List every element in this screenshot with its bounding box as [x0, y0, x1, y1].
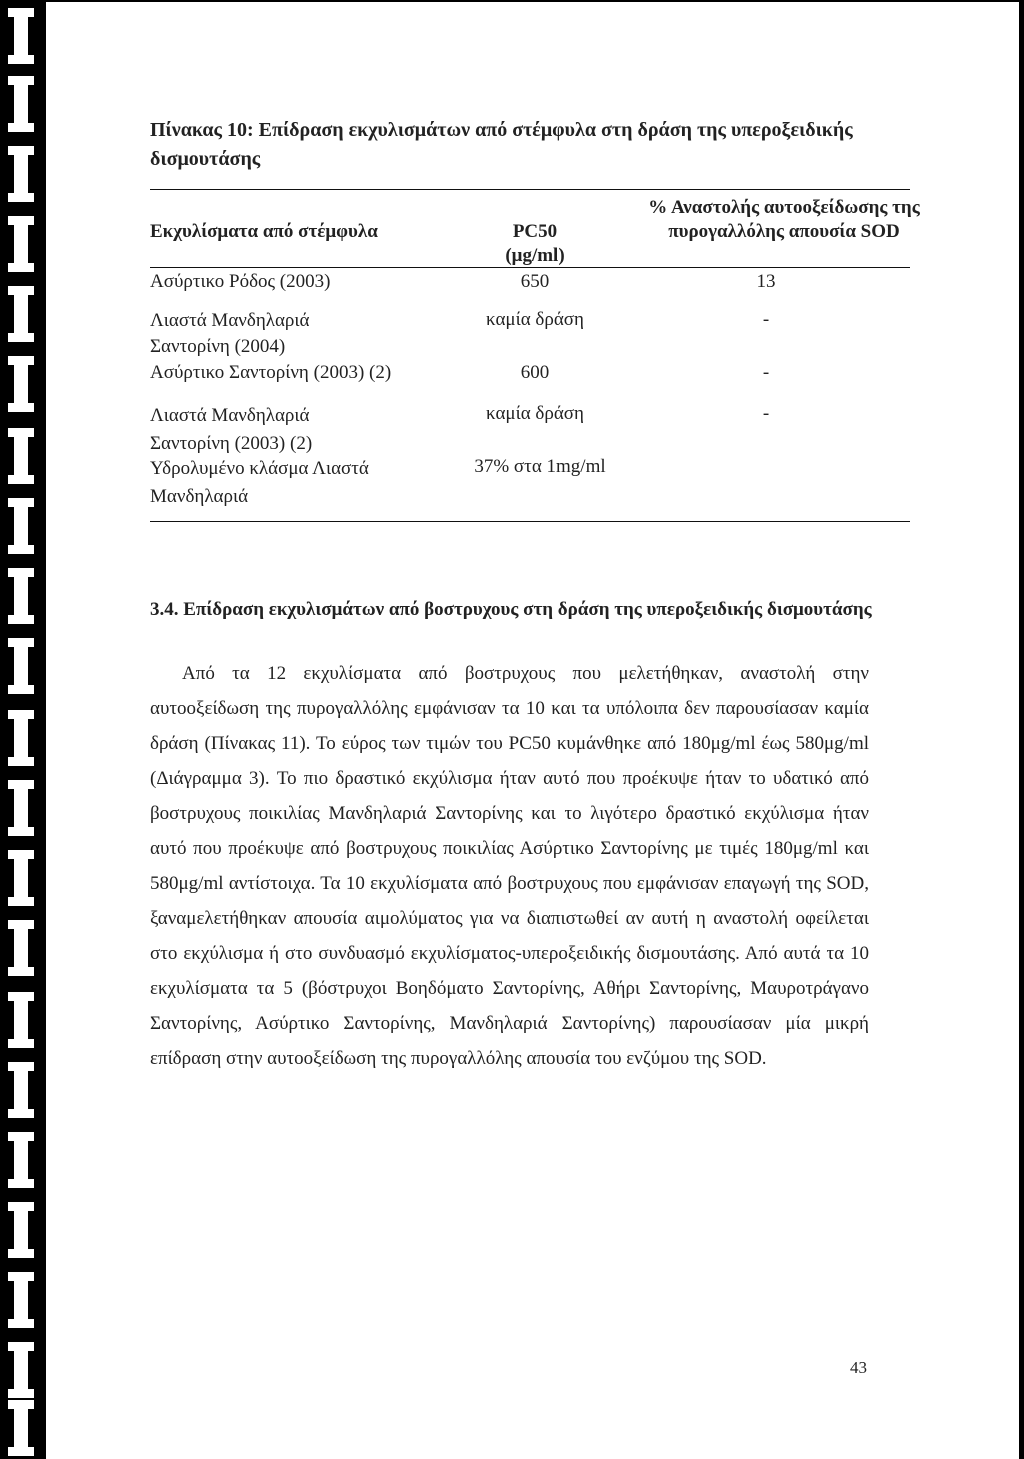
table-header-rule	[150, 267, 910, 268]
header-inhibition: % Αναστολής αυτοοξείδωσης της πυρογαλλόλης απουσία SOD	[648, 197, 920, 242]
row-2-pc50: καμία δράση	[486, 309, 584, 330]
scan-binding-strip	[0, 0, 46, 1459]
binding-mark	[14, 216, 28, 272]
row-1-name: Ασύρτικο Ρόδος (2003)	[150, 271, 331, 292]
binding-mark	[14, 8, 28, 64]
row-3-pc50: 600	[520, 362, 550, 383]
binding-mark	[14, 1342, 28, 1398]
header-pc50	[480, 220, 590, 268]
row-5-name: Υδρολυμένο κλάσμα Λιαστά Μανδηλαριά	[150, 458, 369, 507]
table-caption: Πίνακας 10: Επίδραση εκχυλισμάτων από στέμφυλα στη δράση της υπεροξειδικής δισμουτάσης	[150, 119, 853, 170]
row-5-pc50: 37% στα 1mg/ml	[474, 456, 606, 477]
binding-mark	[14, 356, 28, 412]
binding-mark	[14, 1062, 28, 1118]
section-heading: 3.4. Επίδραση εκχυλισμάτων από βοστρυχους στη δράση της υπεροξειδικής δισμουτάσης	[150, 599, 872, 620]
row-4-pc50: καμία δράση	[486, 403, 584, 424]
binding-mark	[14, 638, 28, 694]
body-paragraph: Από τα 12 εκχυλίσματα από βοστρυχους που μελετήθηκαν, αναστολή στην αυτοοξείδωση της πυρογαλλόλης εμφάνισαν τα 10 και τα υπόλοιπα δεν παρουσίασαν καμία δράση (Πίνακας 11). Το εύρος των τιμών του PC50 κυμάνθηκε από 180μg/ml έως 580μg/ml (Διάγραμμα 3). Το πιο δραστικό εκχύλισμα ήταν αυτό που προέκυψε ήταν το υδατικό από βοστρυχους ποικιλίας Μανδηλαριά Σαντορίνης και το λιγότερο δραστικό εκχύλισμα ήταν αυτό που προέκυψε από βοστρυχους ποικιλίας Ασύρτικο Σαντορίνης με τιμές 180μg/ml και 580μg/ml αντίστοιχα. Τα 10 εκχυλίσματα από βοστρυχους που εμφάνισαν επαγωγή της SOD, ξαναμελετήθηκαν απουσία αιμολύματος για να διαπιστωθεί αν αυτή η αναστολή οφείλεται στο εκχύλισμα ή στο συνδυασμό εκχυλίσματος-υπεροξειδικής δισμουτάσης. Από αυτά τα 10 εκχυλίσματα τα 5 (βόστρυχοι Βοηδόματο Σαντορίνης, Αθήρι Σαντορίνης, Μαυροτράγανο Σαντορίνης, Ασύρτικο Σαντορίνης, Μανδηλαριά Σαντορίνης) παρουσίασαν μία μικρή επίδραση στην αυτοοξείδωση της πυρογαλλόλης απουσία του ενζύμου της SOD.	[150, 663, 869, 1069]
document-page	[46, 2, 1024, 1459]
row-4-inhibition: -	[762, 403, 770, 424]
binding-mark	[14, 1132, 28, 1188]
row-2-name: Λιαστά Μανδηλαριά Σαντορίνη (2004)	[150, 310, 310, 357]
binding-mark	[14, 992, 28, 1048]
row-2-inhibition: -	[762, 309, 770, 330]
header-extracts: Εκχυλίσματα από στέμφυλα	[150, 221, 378, 242]
row-3-inhibition: -	[762, 362, 770, 383]
binding-mark	[14, 1272, 28, 1328]
binding-mark	[14, 498, 28, 554]
page-number: 43	[850, 1358, 867, 1377]
binding-mark	[14, 1202, 28, 1258]
binding-mark	[14, 1400, 28, 1456]
binding-mark	[14, 76, 28, 132]
table-bottom-rule	[150, 521, 910, 522]
binding-mark	[14, 710, 28, 766]
row-1-pc50: 650	[520, 271, 550, 292]
row-4-name: Λιαστά Μανδηλαριά Σαντορίνη (2003) (2)	[150, 405, 313, 454]
binding-mark	[14, 428, 28, 484]
binding-mark	[14, 920, 28, 976]
row-3-name: Ασύρτικο Σαντορίνη (2003) (2)	[150, 362, 392, 383]
section-body	[150, 656, 869, 1076]
binding-mark	[14, 146, 28, 202]
header-pc50-unit: (μg/ml)	[505, 245, 565, 266]
binding-mark	[14, 286, 28, 342]
scan-right-edge	[1019, 0, 1024, 1459]
header-pc50-label: PC50	[512, 221, 558, 242]
table-top-rule	[150, 189, 910, 190]
binding-mark	[14, 850, 28, 906]
binding-mark	[14, 568, 28, 624]
row-1-inhibition: 13	[756, 271, 776, 292]
binding-mark	[14, 780, 28, 836]
